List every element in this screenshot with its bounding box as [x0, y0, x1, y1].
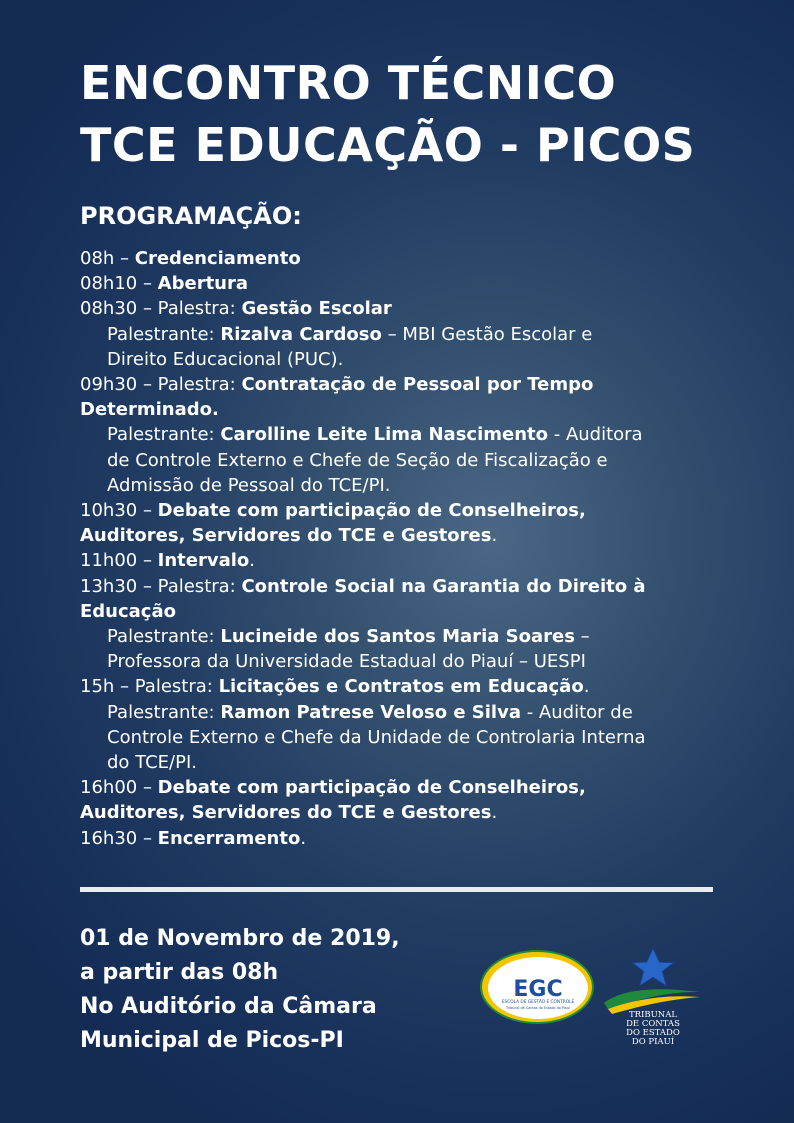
- tce-logo: [600, 945, 706, 1053]
- egc-logo: [477, 947, 597, 1027]
- schedule-item: 15h – Palestra: Licitações e Contratos em Educação.: [80, 676, 590, 698]
- speaker-line: Palestrante: Lucineide dos Santos Maria Soares –: [107, 626, 590, 648]
- egc-subsubtitle: Tribunal de Contas do Estado do Piauí: [506, 1006, 570, 1010]
- divider: [80, 887, 713, 892]
- egc-subtitle: ESCOLA DE GESTÃO E CONTROLE: [501, 1000, 575, 1005]
- speaker-line: Professora da Universidade Estadual do Piauí – UESPI: [107, 651, 586, 673]
- event-venue-line-2: Municipal de Picos-PI: [80, 1028, 344, 1053]
- egc-acronym: EGC: [513, 977, 563, 1002]
- schedule-item: 16h00 – Debate com participação de Conselheiros,: [80, 777, 586, 799]
- tce-line-4: DO PIAUÍ: [631, 1037, 675, 1047]
- speaker-line: Palestrante: Rizalva Cardoso – MBI Gestão Escolar e: [107, 323, 593, 345]
- schedule-item: 11h00 – Intervalo.: [80, 550, 256, 572]
- event-info: [80, 922, 400, 1058]
- programacao-heading: PROGRAMAÇÃO:: [80, 202, 302, 230]
- tce-line-2: DE CONTAS: [626, 1019, 680, 1029]
- event-title: [80, 52, 695, 176]
- tce-line-3: DO ESTADO: [626, 1028, 680, 1038]
- schedule-item: 10h30 – Debate com participação de Conselheiros,: [80, 500, 586, 522]
- schedule-list: [80, 246, 720, 851]
- event-date: 01 de Novembro de 2019,: [80, 926, 400, 951]
- title-line-1: ENCONTRO TÉCNICO: [80, 56, 617, 110]
- tce-line-1: TRIBUNAL: [628, 1010, 678, 1020]
- schedule-item: 13h30 – Palestra: Controle Social na Garantia do Direito à: [80, 575, 646, 597]
- schedule-item: 09h30 – Palestra: Contratação de Pessoal por Tempo: [80, 374, 594, 396]
- schedule-item-cont: Educação: [80, 600, 176, 622]
- event-time: a partir das 08h: [80, 960, 279, 985]
- schedule-item: 08h – Credenciamento: [80, 248, 301, 269]
- event-venue-line-1: No Auditório da Câmara: [80, 994, 377, 1019]
- speaker-line: Admissão de Pessoal do TCE/PI.: [107, 474, 391, 496]
- speaker-line: do TCE/PI.: [107, 752, 197, 774]
- schedule-item-cont: Determinado.: [80, 399, 219, 421]
- speaker-line: de Controle Externo e Chefe de Seção de Fiscalização e: [107, 449, 608, 471]
- speaker-line: Palestrante: Carolline Leite Lima Nascimento - Auditora: [107, 424, 643, 446]
- schedule-item: 08h10 – Abertura: [80, 273, 249, 295]
- schedule-item-cont: Auditores, Servidores do TCE e Gestores.: [80, 525, 498, 547]
- schedule-item: 08h30 – Palestra: Gestão Escolar: [80, 298, 392, 320]
- schedule-item-cont: Auditores, Servidores do TCE e Gestores.: [80, 802, 498, 824]
- schedule-item: 16h30 – Encerramento.: [80, 827, 307, 849]
- title-line-2: TCE EDUCAÇÃO - PICOS: [80, 118, 696, 172]
- speaker-line: Palestrante: Ramon Patrese Veloso e Silva - Auditor de: [107, 701, 633, 723]
- star-icon: [632, 948, 674, 986]
- speaker-line: Direito Educacional (PUC).: [107, 348, 344, 370]
- speaker-line: Controle Externo e Chefe da Unidade de Controlaria Interna: [107, 726, 646, 748]
